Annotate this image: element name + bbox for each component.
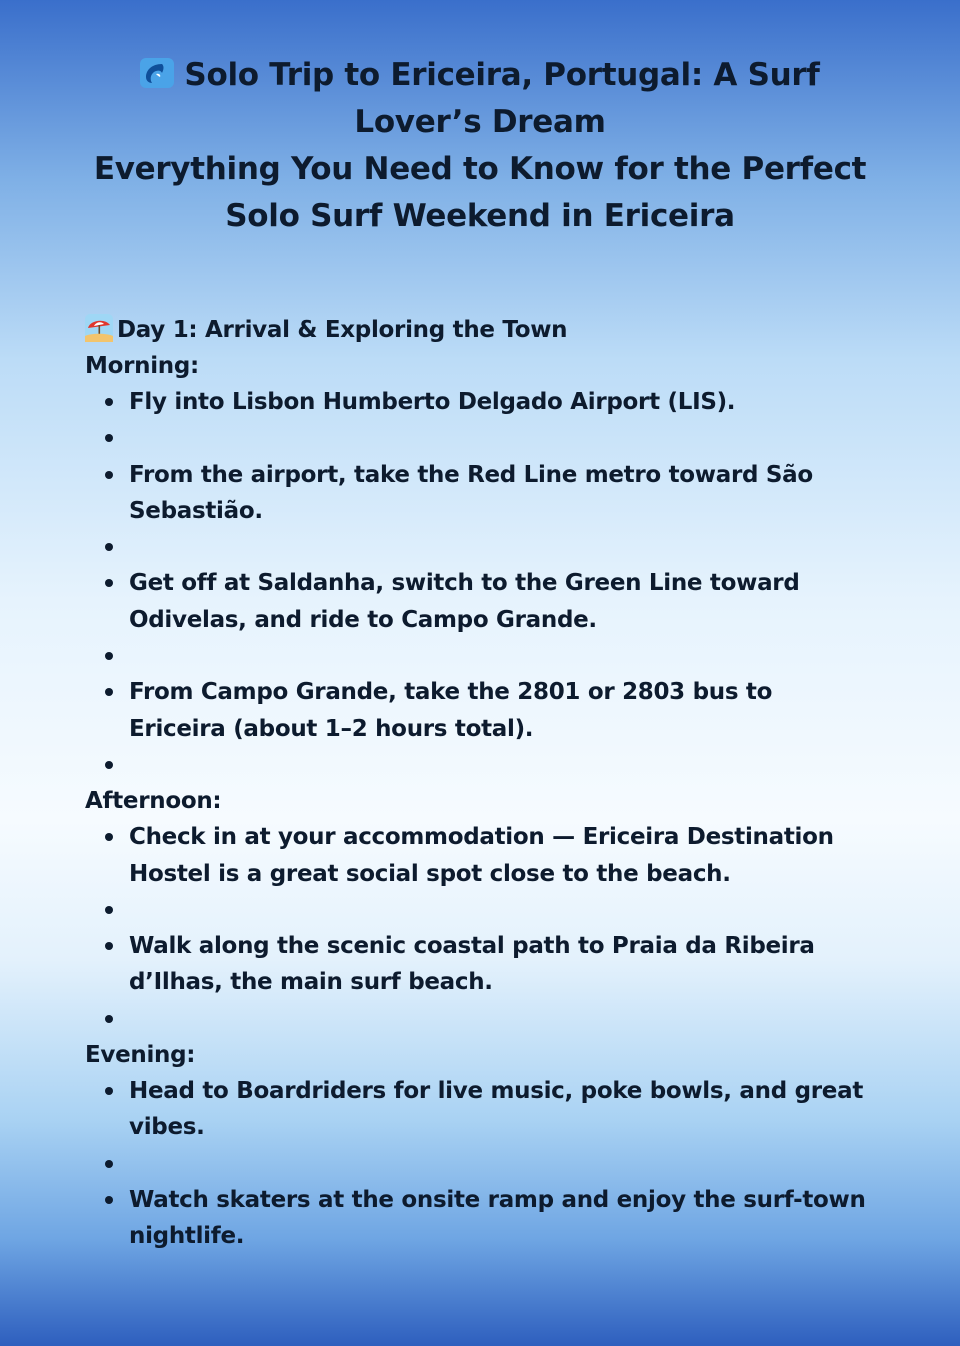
itinerary-content (85, 312, 875, 1255)
afternoon-label: Afternoon: (85, 788, 222, 815)
page-header (60, 52, 900, 240)
morning-label: Morning: (85, 353, 199, 379)
list-item (85, 420, 875, 456)
day-1-heading-text: Day 1: Arrival & Exploring the Town (117, 317, 568, 343)
list-item-text: From Campo Grande, take the 2801 or 2803 bus to Ericeira (about 1–2 hours total). (129, 679, 773, 742)
list-item (85, 1001, 875, 1037)
list-item-text: Watch skaters at the onsite ramp and enjoy the surf-town nightlife. (129, 1186, 866, 1250)
title-text-1: Solo Trip to Ericeira, Portugal: A Surf (184, 57, 820, 93)
beach-umbrella-icon (85, 314, 113, 342)
evening-label: Evening: (85, 1042, 196, 1069)
subtitle-line-1: Everything You Need to Know for the Perfect (93, 151, 867, 187)
list-item-text: Get off at Saldanha, switch to the Green Line toward Odivelas, and ride to Campo Grande. (129, 570, 800, 633)
list-item (85, 892, 875, 928)
subtitle-line-2: Solo Surf Weekend in Ericeira (225, 198, 735, 234)
list-item (85, 747, 875, 783)
list-item-text: From the airport, take the Red Line metro toward São Sebastião. (129, 461, 813, 524)
list-item (85, 1182, 875, 1255)
list-item-text: Head to Boardriders for live music, poke bowls, and great vibes. (129, 1078, 864, 1141)
evening-list (85, 1073, 875, 1254)
morning-list (85, 384, 875, 783)
list-item-text: Fly into Lisbon Humberto Delgado Airport (LIS). (129, 389, 736, 415)
list-item (85, 529, 875, 565)
title-line-1 (60, 52, 900, 99)
list-item (85, 457, 875, 530)
afternoon-list (85, 819, 875, 1037)
list-item (85, 1146, 875, 1182)
list-item (85, 384, 875, 420)
list-item-text: Walk along the scenic coastal path to Praia da Ribeira d’Ilhas, the main surf beach. (129, 933, 815, 996)
list-item (85, 638, 875, 674)
list-item (85, 565, 875, 638)
list-item (85, 1073, 875, 1146)
list-item-text: Check in at your accommodation — Ericeira Destination Hostel is a great social spot close to the beach. (129, 824, 834, 887)
wave-icon (140, 58, 174, 88)
day-1-heading (85, 312, 875, 348)
list-item (85, 928, 875, 1001)
title-line-2: Lover’s Dream (354, 104, 606, 140)
list-item (85, 674, 875, 747)
list-item (85, 819, 875, 892)
